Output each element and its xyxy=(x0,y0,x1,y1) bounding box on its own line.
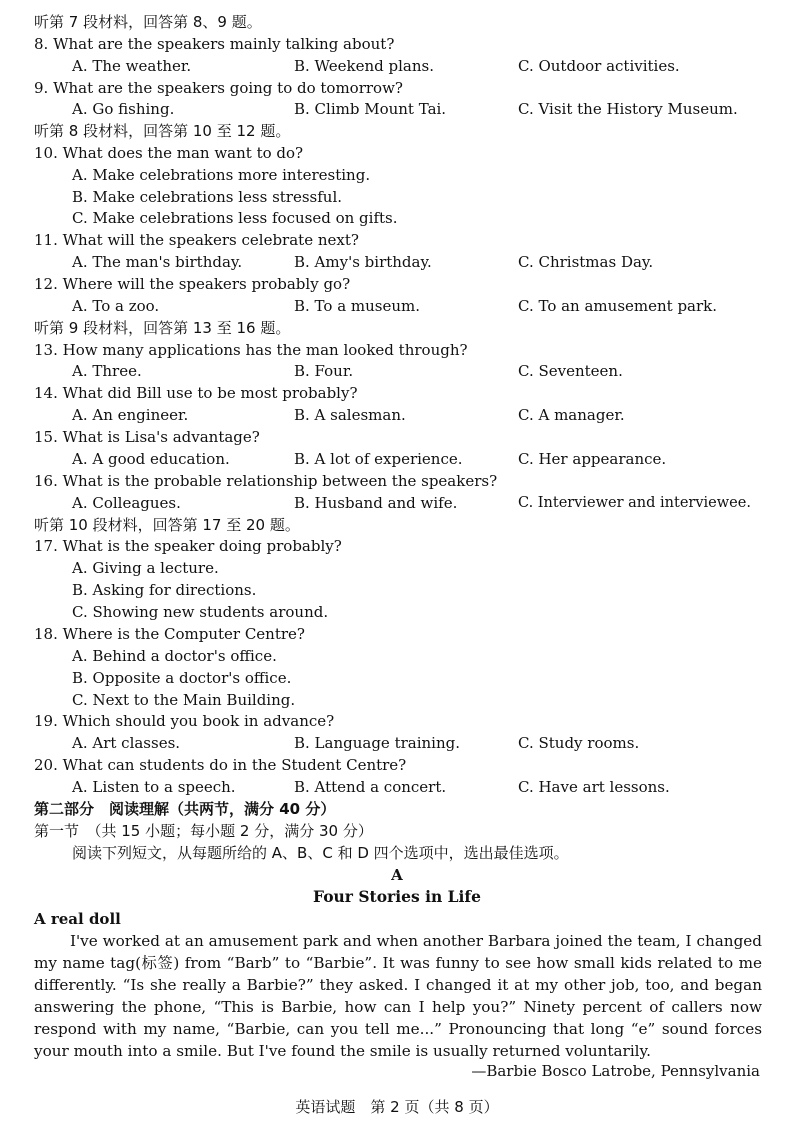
part-two-heading: 第二部分 阅读理解（共两节，满分 40 分） xyxy=(34,800,336,818)
option-15a: A. A good education. xyxy=(72,450,230,468)
option-13b: B. Four. xyxy=(294,362,354,380)
section-heading-10: 听第 10 段材料，回答第 17 至 20 题。 xyxy=(34,516,300,534)
section-one-heading: 第一节 （共 15 小题；每小题 2 分，满分 30 分） xyxy=(34,822,373,840)
question-10: 10. What does the man want to do? xyxy=(34,144,304,162)
option-14c: C. A manager. xyxy=(518,406,625,424)
section-heading-8: 听第 8 段材料，回答第 10 至 12 题。 xyxy=(34,122,291,140)
option-8a: A. The weather. xyxy=(72,57,192,75)
option-10b: B. Make celebrations less stressful. xyxy=(72,188,343,206)
section-heading-9: 听第 9 段材料，回答第 13 至 16 题。 xyxy=(34,319,291,337)
question-9: 9. What are the speakers going to do tomorrow? xyxy=(34,79,403,97)
option-10a: A. Make celebrations more interesting. xyxy=(72,166,371,184)
option-8c: C. Outdoor activities. xyxy=(518,57,680,75)
story-subtitle: A real doll xyxy=(34,910,121,928)
option-19c: C. Study rooms. xyxy=(518,734,640,752)
option-8b: B. Weekend plans. xyxy=(294,57,434,75)
option-18a: A. Behind a doctor's office. xyxy=(72,647,277,665)
option-12a: A. To a zoo. xyxy=(72,297,160,315)
option-14a: A. An engineer. xyxy=(72,406,189,424)
passage-letter: A xyxy=(391,866,403,884)
option-19a: A. Art classes. xyxy=(72,734,181,752)
passage-title: Four Stories in Life xyxy=(313,887,481,906)
story-paragraph xyxy=(34,930,762,1062)
option-15b: B. A lot of experience. xyxy=(294,450,463,468)
option-18b: B. Opposite a doctor's office. xyxy=(72,669,292,687)
option-17a: A. Giving a lecture. xyxy=(72,559,219,577)
option-18c: C. Next to the Main Building. xyxy=(72,691,296,709)
option-19b: B. Language training. xyxy=(294,734,461,752)
option-20a: A. Listen to a speech. xyxy=(72,778,236,796)
option-20b: B. Attend a concert. xyxy=(294,778,447,796)
question-17: 17. What is the speaker doing probably? xyxy=(34,537,342,555)
option-17b: B. Asking for directions. xyxy=(72,581,257,599)
story-signature: —Barbie Bosco Latrobe, Pennsylvania xyxy=(471,1062,760,1080)
page-footer: 英语试题 第 2 页（共 8 页） xyxy=(295,1098,499,1116)
question-11: 11. What will the speakers celebrate next? xyxy=(34,231,359,249)
question-19: 19. Which should you book in advance? xyxy=(34,712,335,730)
question-8: 8. What are the speakers mainly talking about? xyxy=(34,35,395,53)
question-15: 15. What is Lisa's advantage? xyxy=(34,428,260,446)
reading-instruction: 阅读下列短文，从每题所给的 A、B、C 和 D 四个选项中，选出最佳选项。 xyxy=(72,844,569,862)
question-20: 20. What can students do in the Student Centre? xyxy=(34,756,407,774)
section-heading-7: 听第 7 段材料，回答第 8、9 题。 xyxy=(34,13,262,31)
option-9c: C. Visit the History Museum. xyxy=(518,100,738,118)
question-14: 14. What did Bill use to be most probably? xyxy=(34,384,358,402)
option-9b: B. Climb Mount Tai. xyxy=(294,100,447,118)
option-16c: C. Interviewer and interviewee. xyxy=(518,495,751,511)
option-11b: B. Amy's birthday. xyxy=(294,253,432,271)
option-10c: C. Make celebrations less focused on gifts. xyxy=(72,209,398,227)
option-11c: C. Christmas Day. xyxy=(518,253,654,271)
story-paragraph-text: I've worked at an amusement park and when another Barbara joined the team, I changed my name tag(标签) from “Barb” to “Barbie”. It was funny to see how small kids related to me differently. “Is she really a Barbie?” they asked. I changed it at my other job, too, and began answering the phone, “This is Barbie, how can I help you?” Ninety percent of callers now respond with my name, “Barbie, can you tell me...” Pronouncing that long “e” sound forces your mouth into a smile. But I've found the smile is usually returned voluntarily. xyxy=(34,932,762,1060)
option-12c: C. To an amusement park. xyxy=(518,297,718,315)
question-16: 16. What is the probable relationship between the speakers? xyxy=(34,472,498,490)
option-15c: C. Her appearance. xyxy=(518,450,667,468)
option-11a: A. The man's birthday. xyxy=(72,253,243,271)
question-18: 18. Where is the Computer Centre? xyxy=(34,625,305,643)
option-16b: B. Husband and wife. xyxy=(294,494,458,512)
option-16a: A. Colleagues. xyxy=(72,494,181,512)
option-13c: C. Seventeen. xyxy=(518,362,623,380)
option-12b: B. To a museum. xyxy=(294,297,421,315)
option-17c: C. Showing new students around. xyxy=(72,603,329,621)
question-12: 12. Where will the speakers probably go? xyxy=(34,275,351,293)
option-14b: B. A salesman. xyxy=(294,406,406,424)
option-20c: C. Have art lessons. xyxy=(518,778,670,796)
question-13: 13. How many applications has the man looked through? xyxy=(34,341,468,359)
option-9a: A. Go fishing. xyxy=(72,100,175,118)
option-13a: A. Three. xyxy=(72,362,142,380)
